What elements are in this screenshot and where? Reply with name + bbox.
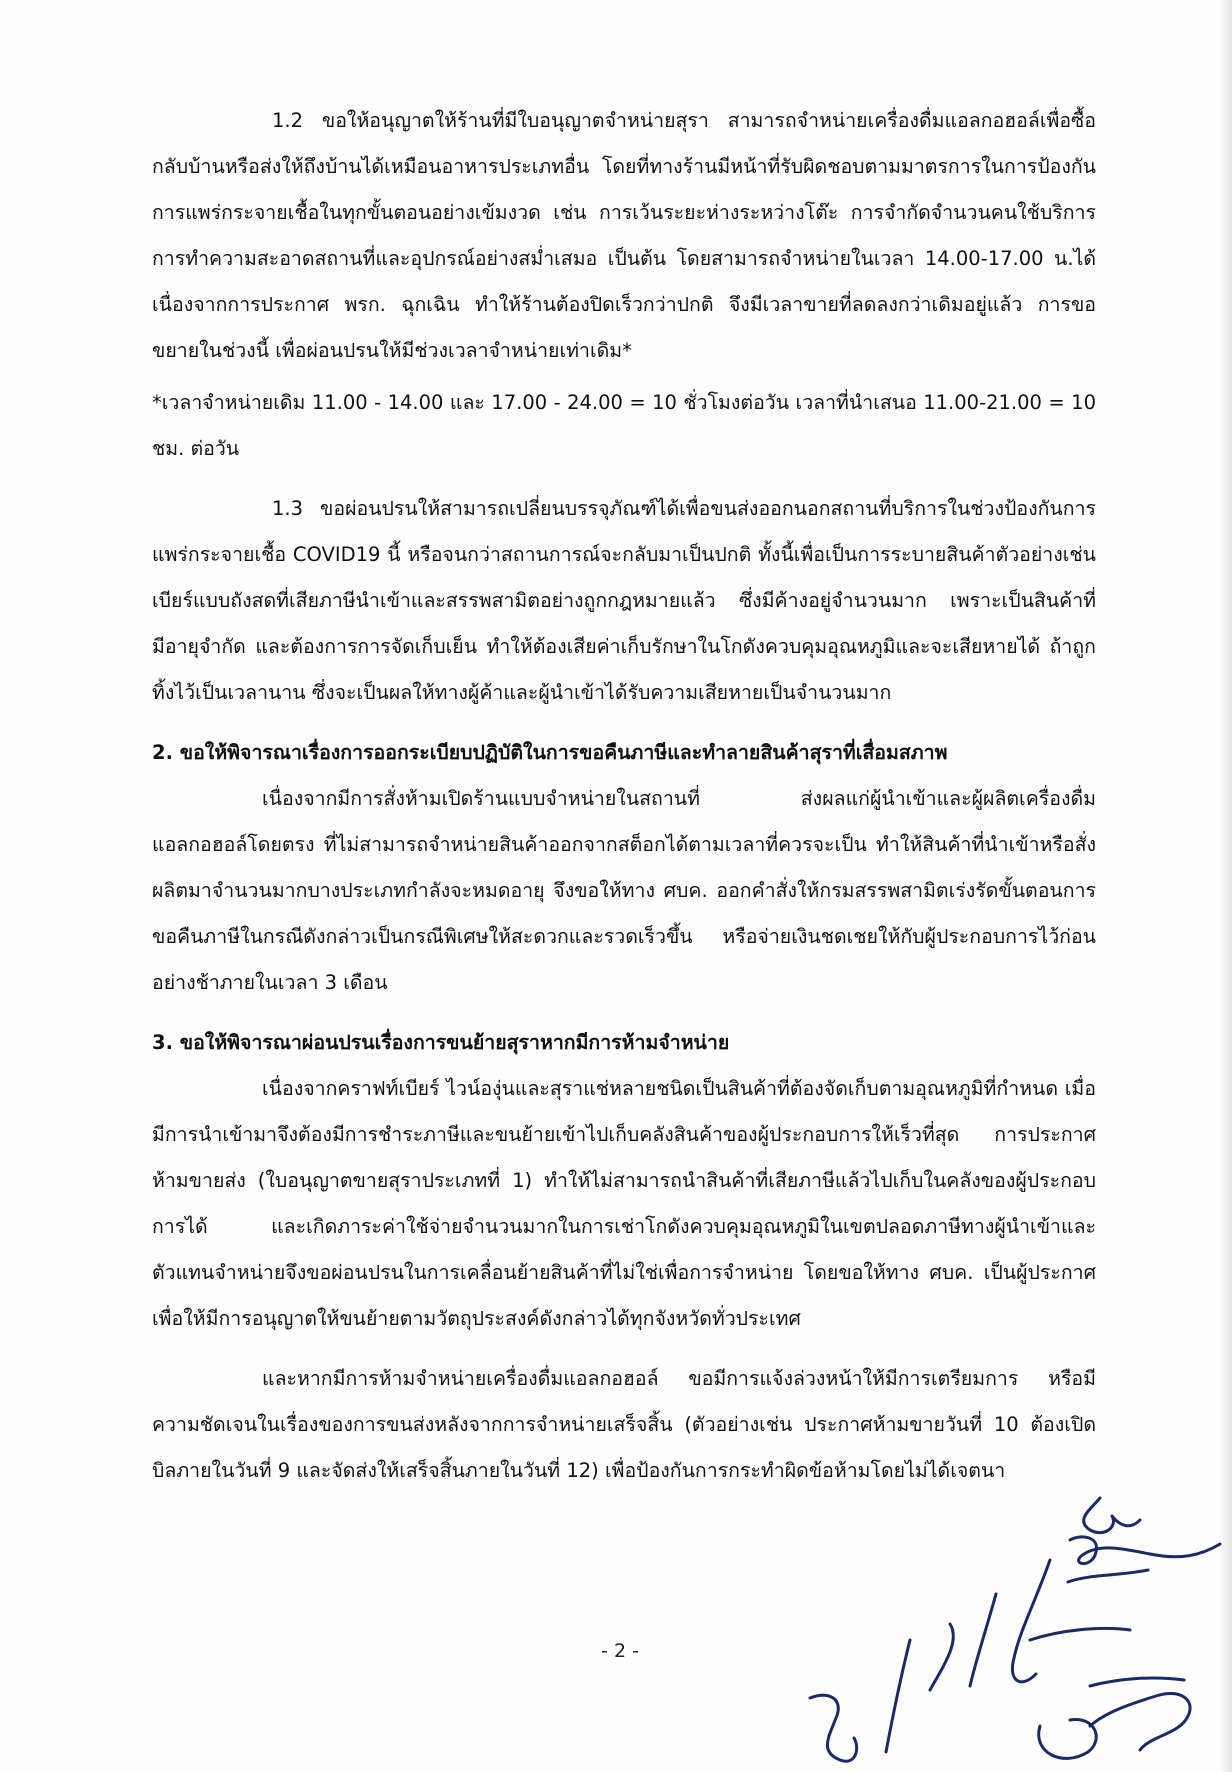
signature-stroke (970, 1594, 996, 1686)
section-2-paragraph: เนื่องจากมีการสั่งห้ามเปิดร้านแบบจำหน่ายในสถานที่ ส่งผลแก่ผู้นำเข้าและผู้ผลิตเครื่องดื่มแอลกอฮอล์โดยตรง ที่ไม่สามารถจำหน่ายสินค้าออกจากสต็อกได้ตามเวลาที่ควรจะเป็น ทำให้สินค้าที่นำเข้าหรือสั่งผลิตมาจำนวนมากบางประเภทกำลังจะหมดอายุ จึงขอให้ทาง ศบค. ออกคำสั่งให้กรมสรรพสามิตเร่งรัดขั้นตอนการขอคืนภาษีในกรณีดังกล่าวเป็นกรณีพิเศษให้สะดวกและรวดเร็วขึ้น หรือจ่ายเงินชดเชยให้กับผู้ประกอบการไว้ก่อน อย่างช้าภายในเวลา 3 เดือน (152, 787, 1096, 994)
signature-stroke (1090, 1693, 1190, 1750)
signature-stroke (1012, 1560, 1050, 1682)
section-3-closing-paragraph: และหากมีการห้ามจำหน่ายเครื่องดื่มแอลกอฮอล์ ขอมีการแจ้งล่วงหน้าให้มีการเตรียมการ หรือมีความชัดเจนในเรื่องของการขนส่งหลังจากการจำหน่ายเสร็จสิ้น (ตัวอย่างเช่น ประกาศห้ามขายวันที่ 10 ต้องเปิดบิลภายในวันที่ 9 และจัดส่งให้เสร็จสิ้นภายในวันที่ 12) เพื่อป้องกันการกระทำผิดข้อห้ามโดยไม่ได้เจตนา (152, 1367, 1096, 1482)
signature-stroke (1090, 1678, 1184, 1686)
section-3-paragraph: เนื่องจากคราฟท์เบียร์ ไวน์องุ่นและสุราแช่หลายชนิดเป็นสินค้าที่ต้องจัดเก็บตามอุณหภูมิที่กำหนด เมื่อมีการนำเข้ามาจึงต้องมีการชำระภาษีและขนย้ายเข้าไปเก็บคลังสินค้าของผู้ประกอบการให้เร็วที่สุด การประกาศห้ามขายส่ง (ใบอนุญาตขายสุราประเภทที่ 1) ทำให้ไม่สามารถนำสินค้าที่เสียภาษีแล้วไปเก็บในคลังของผู้ประกอบการได้ และเกิดภาระค่าใช้จ่ายจำนวนมากในการเช่าโกดังควบคุมอุณหภูมิในเขตปลอดภาษีทางผู้นำเข้าและตัวแทนจำหน่ายจึงขอผ่อนปรนในการเคลื่อนย้ายสินค้าที่ไม่ใช่เพื่อการจำหน่าย โดยขอให้ทาง ศบค. เป็นผู้ประกาศ เพื่อให้มีการอนุญาตให้ขนย้ายตามวัตถุประสงค์ดังกล่าวได้ทุกจังหวัดทั่วประเทศ (152, 1077, 1096, 1330)
signature-stroke (1068, 1570, 1148, 1582)
section-1-2-paragraph: 1.2 ขอให้อนุญาตให้ร้านที่มีใบอนุญาตจำหน่ายสุรา สามารถจำหน่ายเครื่องดื่มแอลกอฮอล์เพื่อซื้อกลับบ้านหรือส่งให้ถึงบ้านได้เหมือนอาหารประเภทอื่น โดยที่ทางร้านมีหน้าที่รับผิดชอบตามมาตรการในการป้องกันการแพร่กระจายเชื้อในทุกขั้นตอนอย่างเข้มงวด เช่น การเว้นระยะห่างระหว่างโต๊ะ การจำกัดจำนวนคนใช้บริการ การทำความสะอาดสถานที่และอุปกรณ์อย่างสม่ำเสมอ เป็นต้น โดยสามารถจำหน่ายในเวลา 14.00-17.00 น.ได้ เนื่องจากการประกาศ พรก. ฉุกเฉิน ทำให้ร้านต้องปิดเร็วกว่าปกติ จึงมีเวลาขายที่ลดลงกว่าเดิมอยู่แล้ว การขอขยายในช่วงนี้ เพื่อผ่อนปรนให้มีช่วงเวลาจำหน่ายเท่าเดิม* (152, 109, 1096, 362)
document-body (152, 98, 1096, 1494)
signature-stroke (1070, 1537, 1220, 1564)
page-number: - 2 - (601, 1640, 639, 1662)
section-1-3-paragraph: 1.3 ขอผ่อนปรนให้สามารถเปลี่ยนบรรจุภัณฑ์ได้เพื่อขนส่งออกนอกสถานที่บริการในช่วงป้องกันการแพร่กระจายเชื้อ COVID19 นี้ หรือจนกว่าสถานการณ์จะกลับมาเป็นปกติ ทั้งนี้เพื่อเป็นการระบายสินค้าตัวอย่างเช่นเบียร์แบบถังสดที่เสียภาษีนำเข้าและสรรพสามิตอย่างถูกกฎหมายแล้ว ซึ่งมีค้างอยู่จำนวนมาก เพราะเป็นสินค้าที่มีอายุจำกัด และต้องการการจัดเก็บเย็น ทำให้ต้องเสียค่าเก็บรักษาในโกดังควบคุมอุณหภูมิและจะเสียหายได้ ถ้าถูกทิ้งไว้เป็นเวลานาน ซึ่งจะเป็นผลให้ทางผู้ค้าและผู้นำเข้าได้รับความเสียหายเป็นจำนวนมาก (152, 497, 1096, 704)
signature-stroke (886, 1640, 910, 1752)
signature-stroke (1084, 1498, 1140, 1533)
footnote-paragraph: *เวลาจำหน่ายเดิม 11.00 - 14.00 และ 17.00 - 24.00 = 10 ชั่วโมงต่อวัน เวลาที่นำเสนอ 11.00-21.00 = 10 ชม. ต่อวัน (152, 391, 1096, 460)
signature-stroke (1030, 1628, 1130, 1640)
handwritten-signatures (800, 1490, 1232, 1772)
section-3-heading: 3. ขอให้พิจารณาผ่อนปรนเรื่องการขนย้ายสุราหากมีการห้ามจำหน่าย (152, 1031, 730, 1054)
signature-stroke (1039, 1720, 1097, 1759)
signature-stroke (930, 1624, 953, 1690)
section-2-heading: 2. ขอให้พิจารณาเรื่องการออกระเบียบปฏิบัติในการขอคืนภาษีและทำลายสินค้าสุราที่เสื่อมสภาพ (152, 741, 948, 764)
signature-stroke (810, 1695, 857, 1761)
